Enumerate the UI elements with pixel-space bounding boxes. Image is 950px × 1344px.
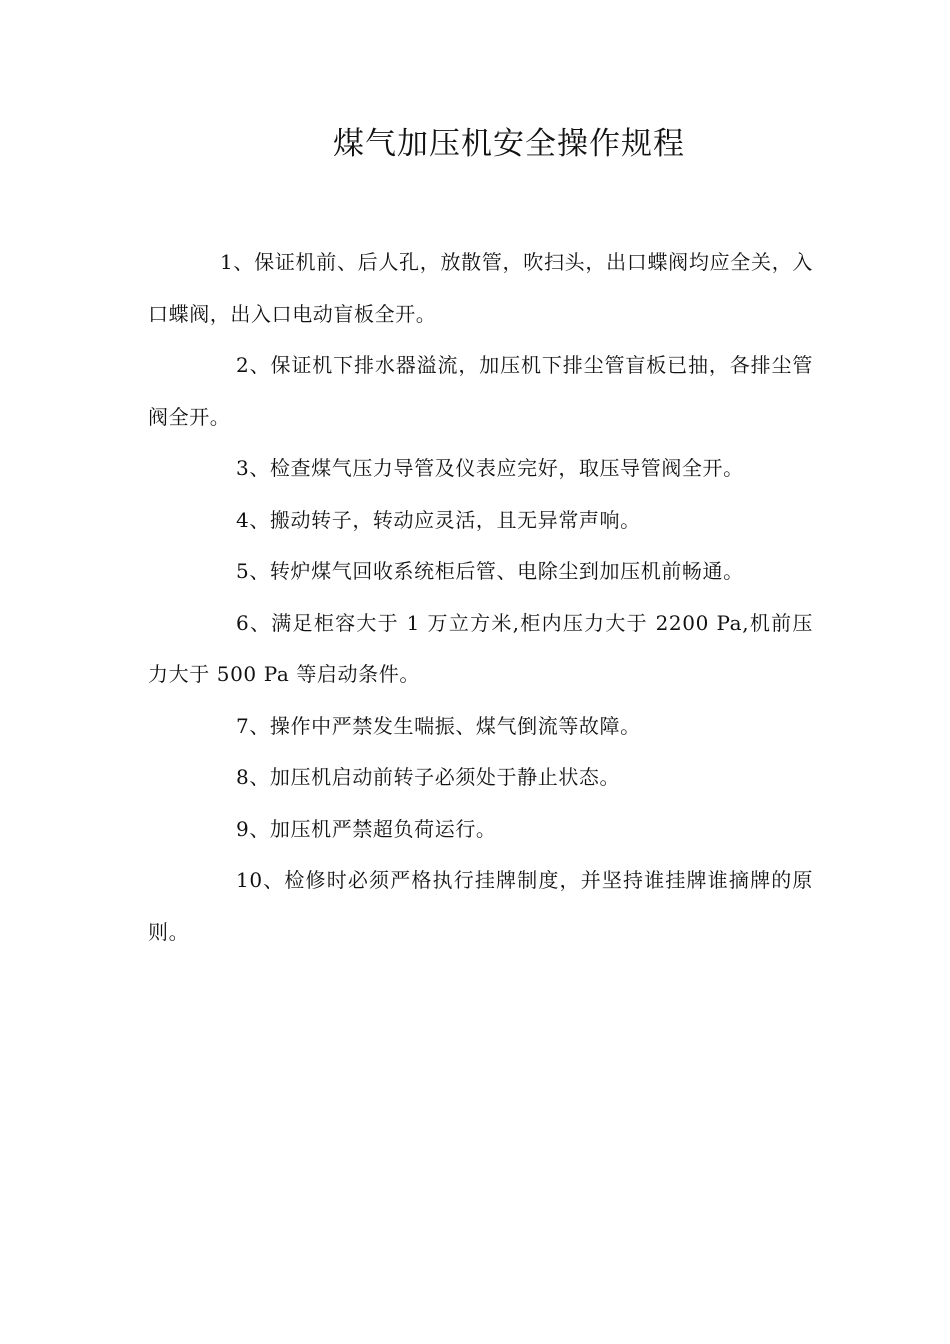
paragraph-1: 1、保证机前、后人孔，放散管，吹扫头，出口蝶阀均应全关，入口蝶阀，出入口电动盲板全开。: [148, 250, 813, 326]
paragraph-7: 7、操作中严禁发生喘振、煤气倒流等故障。: [236, 713, 641, 738]
paragraph-2: 2、保证机下排水器溢流，加压机下排尘管盲板已抽，各排尘管阀全开。: [148, 353, 813, 429]
document-body: [148, 237, 813, 958]
paragraph-3: 3、检查煤气压力导管及仪表应完好，取压导管阀全开。: [236, 456, 744, 480]
paragraph-4: 4、搬动转子，转动应灵活，且无异常声响。: [236, 507, 641, 532]
paragraph-10: 10、检修时必须严格执行挂牌制度，并坚持谁挂牌谁摘牌的原则。: [148, 868, 813, 944]
paragraph-6: 6、满足柜容大于 1 万立方米,柜内压力大于 2200 Pa,机前压力大于 500 Pa 等启动条件。: [148, 610, 813, 686]
paragraph-9: 9、加压机严禁超负荷运行。: [236, 816, 497, 841]
document-title: 煤气加压机安全操作规程: [333, 126, 685, 162]
paragraph-8: 8、加压机启动前转子必须处于静止状态。: [236, 765, 621, 789]
paragraph-5: 5、转炉煤气回收系统柜后管、电除尘到加压机前畅通。: [236, 559, 744, 583]
